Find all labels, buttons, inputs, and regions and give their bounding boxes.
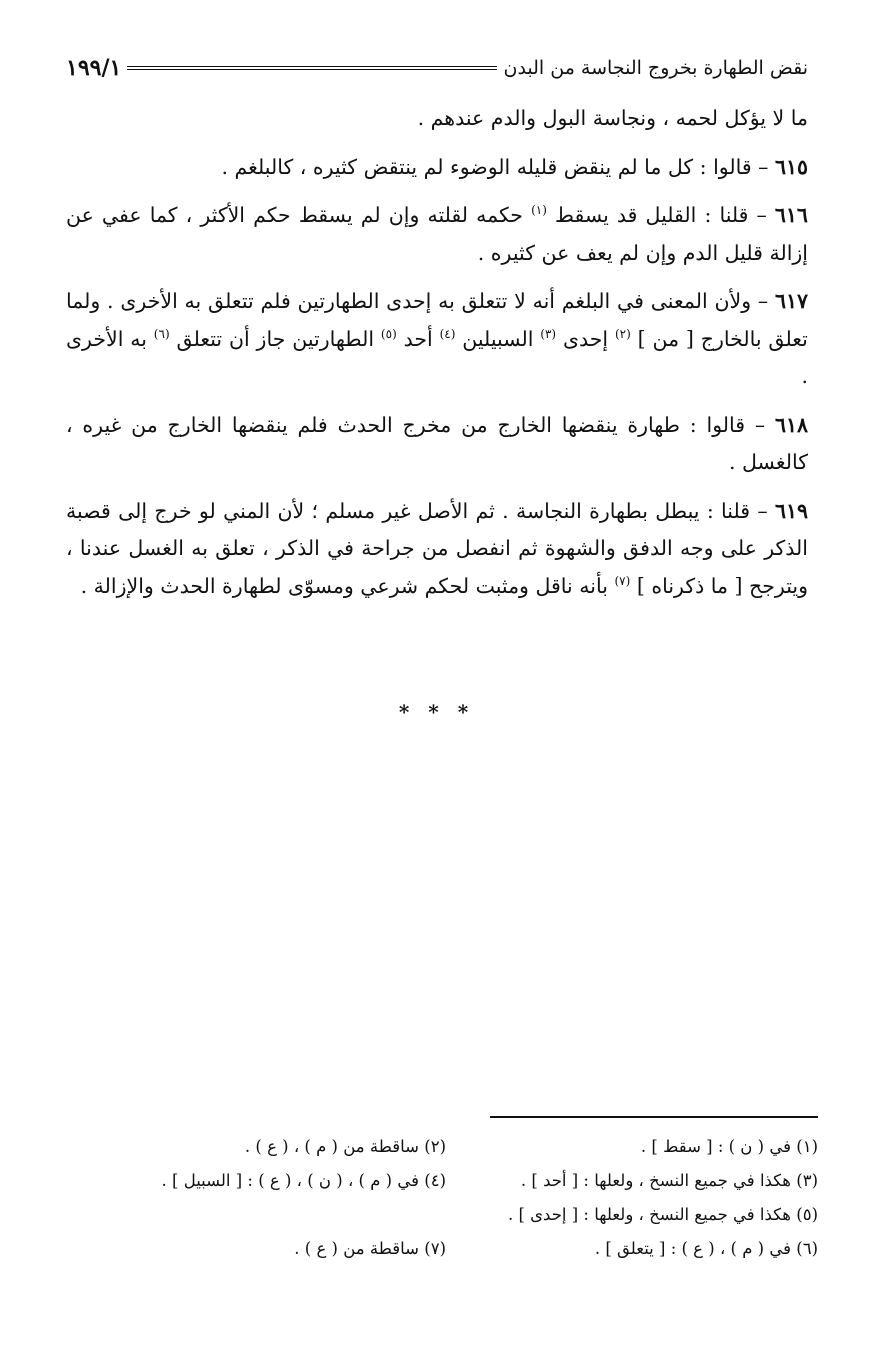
footnote-ref: (٦)	[153, 326, 170, 341]
paragraph-text: حكمه لقلته وإن لم يسقط حكم الأكثر ، كما عفي عن إزالة قليل الدم وإن لم يعف عن كثيره .	[66, 203, 808, 265]
header-rule	[127, 66, 497, 70]
paragraph-text: أحد	[403, 326, 433, 351]
paragraph-text: ولأن المعنى في البلغم أنه لا تتعلق به إحدى الطهارتين فلم تتعلق به الأخرى . ولما تعلق بالخارج [ من ]	[66, 289, 808, 351]
footnote-1: (١) في ( ن ) : [ سقط ] .	[640, 1137, 818, 1156]
footnote-7: (٧) ساقطة من ( ع ) .	[294, 1239, 446, 1258]
paragraph-text: قالوا : كل ما لم ينقض قليله الوضوء لم ينتقض كثيره ، كالبلغم .	[221, 154, 752, 179]
paragraph-619: ٦١٩ – قلنا : يبطل بطهارة النجاسة . ثم الأصل غير مسلم ؛ لأن المني لو خرج إلى قصبة الذكر على وجه الدفق والشهوة ثم انفصل من جراحة في الذكر ، تعلق به الغسل عندنا ، ويترجح [ ما ذكرناه ] $^{(٧)}$ بأنه ناقل ومثبت لحكم شرعي ومسوّى لطهارة الحدث والإزالة .	[66, 498, 808, 598]
paragraph-text: ما لا يؤكل لحمه ، ونجاسة البول والدم عندهم .	[417, 106, 808, 130]
footnote-rule	[490, 1116, 818, 1118]
header-title: نقض الطهارة بخروج النجاسة من البدن	[503, 57, 808, 79]
paragraph-number: ٦١٨	[774, 412, 808, 437]
footnote-ref: (٣)	[540, 326, 557, 341]
paragraph-618: ٦١٨ – قالوا : طهارة ينقضها الخارج من مخرج الحدث فلم ينقضها الخارج من غيره ، كالغسل .	[66, 412, 808, 474]
footnote-ref: (٥)	[380, 326, 397, 341]
paragraph-text: به الأخرى .	[66, 326, 808, 388]
paragraph-text: قلنا : القليل قد يسقط	[554, 203, 749, 227]
footnote-2: (٢) ساقطة من ( م ) ، ( ع ) .	[244, 1137, 446, 1156]
footnote-row	[66, 1130, 818, 1164]
footnote-ref: (٧)	[614, 573, 631, 588]
footnote-5: (٥) هكذا في جميع النسخ ، ولعلها : [ إحدى ] .	[507, 1205, 818, 1224]
paragraph-616: ٦١٦ – قلنا : القليل قد يسقط $^{(١)}$ حكمه لقلته وإن لم يسقط حكم الأكثر ، كما عفي عن إزالة قليل الدم وإن لم يعف عن كثيره .	[66, 203, 808, 265]
footnotes	[66, 1130, 818, 1266]
footnote-6: (٦) في ( م ) ، ( ع ) : [ يتعلق ] .	[594, 1239, 818, 1258]
paragraph-continuation	[66, 100, 808, 138]
footnote-4: (٤) في ( م ) ، ( ن ) ، ( ع ) : [ السبيل ] .	[161, 1171, 446, 1190]
footnote-ref: (٢)	[614, 326, 631, 341]
main-text	[66, 100, 808, 616]
footnote-ref: (٤)	[439, 326, 456, 341]
running-header	[66, 50, 808, 86]
paragraph-text: الطهارتين جاز أن تتعلق	[176, 326, 375, 351]
page-number: ١٩٩/١	[66, 55, 122, 81]
footnote-row	[66, 1198, 818, 1232]
footnote-ref: (١)	[531, 203, 547, 218]
paragraph-number: ٦١٦	[774, 203, 808, 227]
footnote-row	[66, 1232, 818, 1266]
paragraph-number: ٦١٥	[774, 154, 808, 179]
paragraph-text: بأنه ناقل ومثبت لحكم شرعي ومسوّى لطهارة الحدث والإزالة .	[80, 573, 608, 598]
paragraph-text: السبيلين	[462, 326, 534, 351]
footnote-row	[66, 1164, 818, 1198]
section-separator: * * *	[398, 700, 475, 724]
paragraph-number: ٦١٧	[774, 289, 808, 313]
paragraph-text: قلنا : يبطل بطهارة النجاسة . ثم الأصل غير مسلم ؛ لأن المني لو خرج إلى قصبة الذكر على وجه الدفق والشهوة ثم انفصل من جراحة في الذكر ، تعلق به الغسل عندنا ، ويترجح [ ما ذكرناه ]	[66, 498, 808, 598]
paragraph-text: قالوا : طهارة ينقضها الخارج من مخرج الحدث فلم ينقضها الخارج من غيره ، كالغسل .	[66, 412, 808, 474]
paragraph-617: ٦١٧ – ولأن المعنى في البلغم أنه لا تتعلق به إحدى الطهارتين فلم تتعلق به الأخرى . ولما تعلق بالخارج [ من ] $^{(٢)}$ إحدى $^{(٣)}$ السبيلين $^{(٤)}$ أحد $^{(٥)}$ الطهارتين جاز أن تتعلق $^{(٦)}$ به الأخرى .	[66, 289, 808, 388]
footnote-3: (٣) هكذا في جميع النسخ ، ولعلها : [ أحد ] .	[520, 1171, 818, 1190]
paragraph-615: ٦١٥ – قالوا : كل ما لم ينقض قليله الوضوء لم ينتقض كثيره ، كالبلغم .	[221, 154, 808, 179]
paragraph-number: ٦١٩	[774, 498, 808, 523]
paragraph-text: إحدى	[562, 326, 609, 351]
